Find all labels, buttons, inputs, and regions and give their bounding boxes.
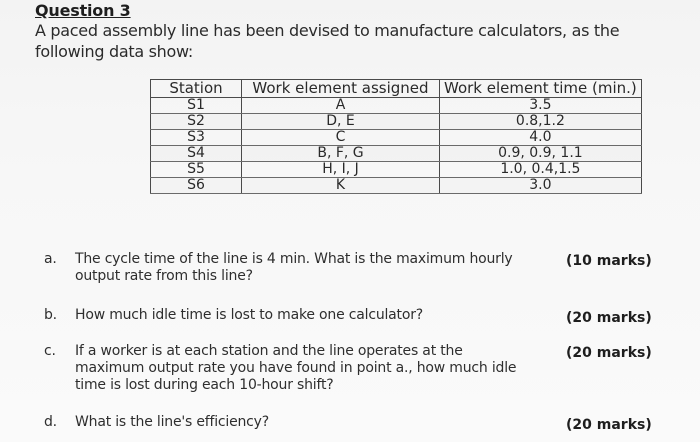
element-cell: C [242, 130, 440, 146]
header-work-time: Work element time (min.) [440, 80, 642, 98]
table-row [151, 114, 642, 130]
assembly-data-table [150, 79, 642, 194]
table-row [151, 98, 642, 114]
question-intro [35, 20, 635, 62]
part-d-letter: d. [44, 414, 57, 430]
part-c-line-3: time is lost during each 10-hour shift? [75, 377, 334, 393]
time-cell: 0.9, 0.9, 1.1 [440, 146, 642, 162]
intro-line-2: following data show: [35, 42, 194, 61]
header-station: Station [151, 80, 242, 98]
part-b [44, 307, 544, 327]
part-c [44, 343, 554, 399]
part-a-line-2: output rate from this line? [75, 268, 253, 284]
part-d-text [75, 414, 269, 431]
part-a-letter: a. [44, 251, 57, 267]
station-cell: S1 [151, 98, 242, 114]
part-d-line-1: What is the line's efficiency? [75, 414, 269, 430]
element-cell: A [242, 98, 440, 114]
time-cell: 1.0, 0.4,1.5 [440, 162, 642, 178]
part-a-marks: (10 marks) [566, 253, 652, 269]
table-row [151, 146, 642, 162]
time-cell: 3.0 [440, 178, 642, 194]
element-cell: B, F, G [242, 146, 440, 162]
part-b-letter: b. [44, 307, 57, 323]
element-cell: H, I, J [242, 162, 440, 178]
table-header-row [151, 80, 642, 98]
table-row [151, 178, 642, 194]
part-c-line-1: If a worker is at each station and the line operates at the [75, 343, 463, 359]
time-cell: 4.0 [440, 130, 642, 146]
station-cell: S6 [151, 178, 242, 194]
part-c-line-2: maximum output rate you have found in point a., how much idle [75, 360, 517, 376]
station-cell: S5 [151, 162, 242, 178]
element-cell: K [242, 178, 440, 194]
station-cell: S3 [151, 130, 242, 146]
part-a-line-1: The cycle time of the line is 4 min. What is the maximum hourly [75, 251, 513, 267]
question-title: Question 3 [35, 1, 131, 20]
table-row [151, 130, 642, 146]
element-cell: D, E [242, 114, 440, 130]
time-cell: 3.5 [440, 98, 642, 114]
intro-line-1: A paced assembly line has been devised to manufacture calculators, as the [35, 21, 620, 40]
part-a-text [75, 251, 513, 285]
part-a [44, 251, 544, 291]
station-cell: S2 [151, 114, 242, 130]
part-b-marks: (20 marks) [566, 310, 652, 326]
station-cell: S4 [151, 146, 242, 162]
time-cell: 0.8,1.2 [440, 114, 642, 130]
table-row [151, 162, 642, 178]
part-c-letter: c. [44, 343, 56, 359]
part-d [44, 414, 544, 434]
part-b-line-1: How much idle time is lost to make one calculator? [75, 307, 423, 323]
part-c-marks: (20 marks) [566, 345, 652, 361]
header-work-element: Work element assigned [242, 80, 440, 98]
part-b-text [75, 307, 423, 324]
part-c-text [75, 343, 516, 394]
part-d-marks: (20 marks) [566, 417, 652, 433]
